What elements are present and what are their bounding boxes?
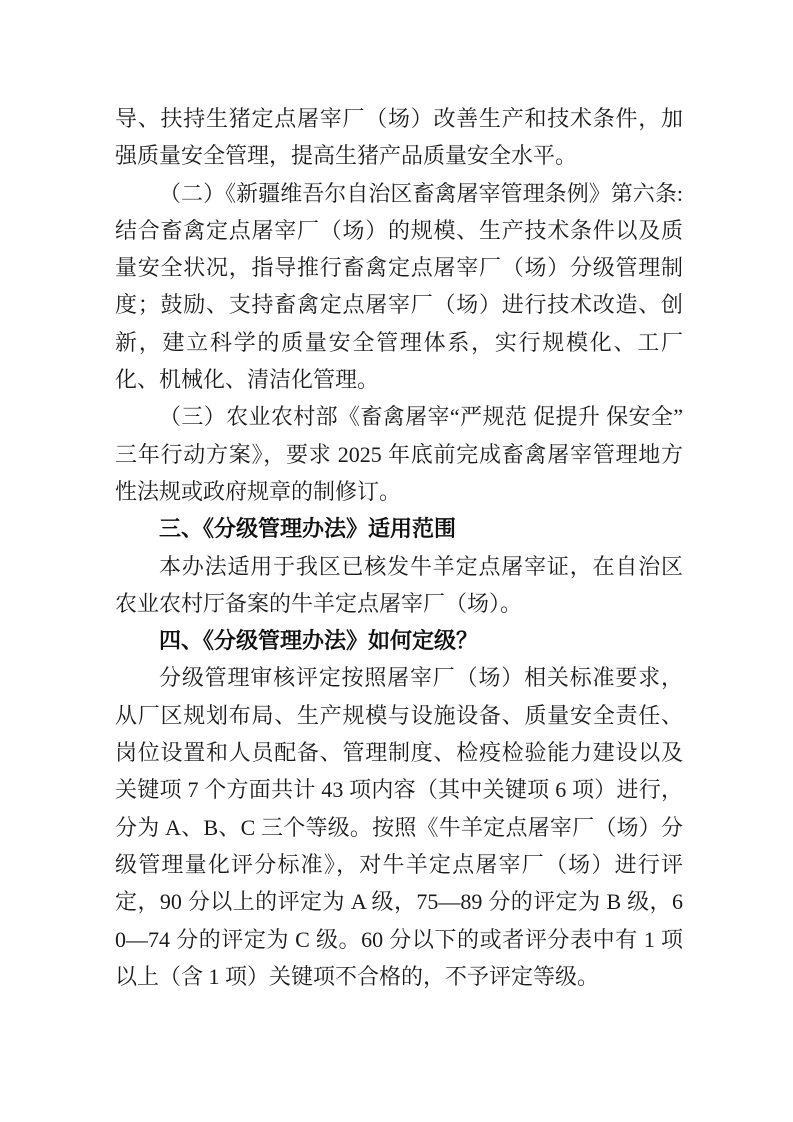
- paragraph-item-2-xinjiang-regulation-article-6: （二）《新疆维吾尔自治区畜禽屠宰管理条例》第六条:结合畜禽定点屠宰厂（场）的规模、生产技术条件以及质量安全状况，指导推行畜禽定点屠宰厂（场）分级管理制度；鼓励、支持畜禽定点屠宰厂（场）进行技术改造、创新，建立科学的质量安全管理体系，实行规模化、工厂化、机械化、清洁化管理。: [115, 180, 683, 393]
- section-heading-4-how-to-grade: 四、《分级管理办法》如何定级？: [159, 628, 479, 654]
- paragraph-item-3-three-year-action-plan: （三）农业农村部《畜禽屠宰“严规范 促提升 保安全”三年行动方案》，要求 2025 年底前完成畜禽屠宰管理地方性法规或政府规章的制修订。: [115, 404, 683, 504]
- paragraph-grading-criteria: 分级管理审核评定按照屠宰厂（场）相关标准要求，从厂区规划布局、生产规模与设施设备、质量安全责任、岗位设置和人员配备、管理制度、检疫检验能力建设以及关键项 7 个方面共计 43 项内容（其中关键项 6 项）进行，分为 A、B、C 三个等级。按照《牛羊定点屠宰厂（场）分级管理量化评分标准》，对牛羊定点屠宰厂（场）进行评定，90 分以上的评定为 A 级，75—89 分的评定为 B 级，60—74 分的评定为 C 级。60 分以下的或者评分表中有 1 项以上（含 1 项）关键项不合格的，不予评定等级。: [115, 665, 683, 989]
- document-content: [115, 100, 683, 995]
- paragraph-applicable-scope: 本办法适用于我区已核发牛羊定点屠宰证，在自治区农业农村厅备案的牛羊定点屠宰厂（场）。: [115, 553, 683, 616]
- section-heading-3-applicable-scope: 三、《分级管理办法》适用范围: [159, 516, 457, 542]
- paragraph-continued-support-pig-slaughter: 导、扶持生猪定点屠宰厂（场）改善生产和技术条件，加强质量安全管理，提高生猪产品质量安全水平。: [115, 106, 683, 169]
